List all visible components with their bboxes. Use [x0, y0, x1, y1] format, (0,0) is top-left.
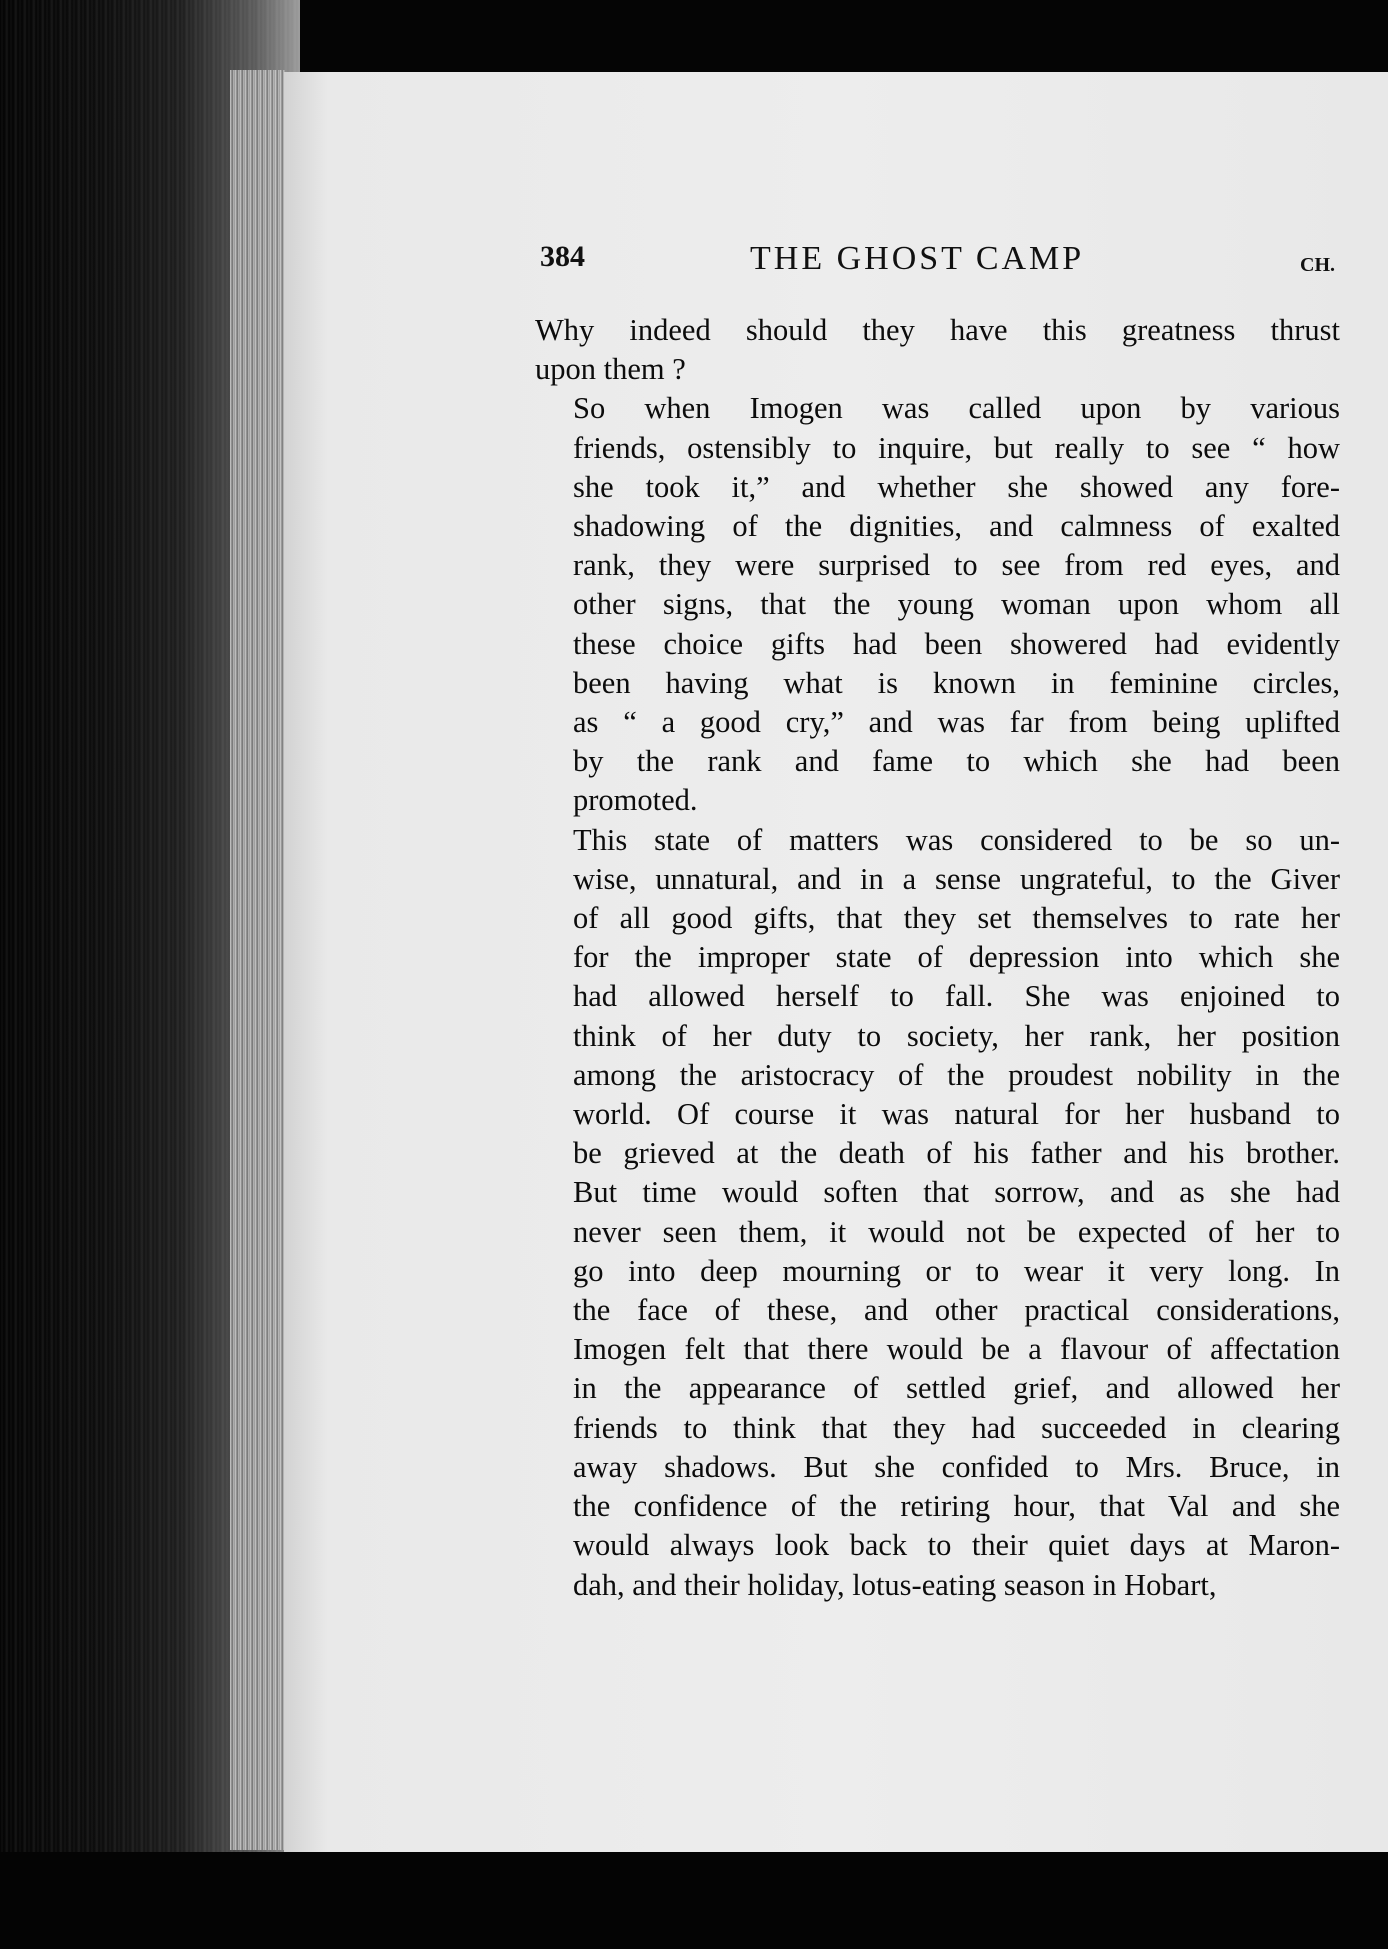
text-line: had allowed herself to fall. She was enjoined to	[573, 979, 1340, 1014]
text-line: wise, unnatural, and in a sense ungrateful, to the Giver	[573, 861, 1340, 896]
chapter-abbreviation: CH.	[1300, 254, 1335, 276]
paragraph	[535, 311, 1340, 389]
text-line: other signs, that the young woman upon whom all	[573, 587, 1340, 622]
text-line: she took it,” and whether she showed any fore-	[573, 469, 1340, 504]
text-line: think of her duty to society, her rank, her position	[573, 1018, 1340, 1053]
scan-background	[0, 1852, 1388, 1949]
text-line: friends, ostensibly to inquire, but really to see “ how	[573, 430, 1340, 465]
book-title: THE GHOST CAMP	[750, 240, 1085, 277]
page-number: 384	[540, 240, 585, 273]
text-line: in the appearance of settled grief, and allowed her	[573, 1371, 1340, 1406]
text-line: promoted.	[573, 783, 698, 818]
text-line: world. Of course it was natural for her husband to	[573, 1097, 1340, 1132]
text-line: But time would soften that sorrow, and as she had	[573, 1175, 1340, 1210]
text-line: of all good gifts, that they set themselves to rate her	[573, 901, 1340, 936]
text-line: Why indeed should they have this greatness thrust	[535, 313, 1340, 347]
text-line: Imogen felt that there would be a flavour of affectation	[573, 1332, 1340, 1367]
text-line: as “ a good cry,” and was far from being uplifted	[573, 705, 1340, 740]
text-line: dah, and their holiday, lotus-eating season in Hobart,	[573, 1567, 1217, 1602]
text-line: the confidence of the retiring hour, that Val and she	[573, 1489, 1340, 1524]
text-line: upon them ?	[535, 352, 686, 387]
text-line: these choice gifts had been showered had evidently	[573, 626, 1340, 661]
text-line: away shadows. But she confided to Mrs. Bruce, in	[573, 1449, 1340, 1484]
text-line: rank, they were surprised to see from red eyes, and	[573, 548, 1340, 583]
text-line: shadowing of the dignities, and calmness of exalted	[573, 509, 1340, 544]
text-line: This state of matters was considered to be so un-	[573, 822, 1340, 857]
page-edges	[230, 70, 285, 1850]
text-line: So when Imogen was called upon by various	[573, 391, 1340, 426]
text-line: the face of these, and other practical considerations,	[573, 1293, 1340, 1328]
text-line: go into deep mourning or to wear it very long. In	[573, 1253, 1340, 1288]
running-head	[540, 240, 1340, 290]
text-line: be grieved at the death of his father and his brother.	[573, 1136, 1340, 1171]
text-line: for the improper state of depression into which she	[573, 940, 1340, 975]
paragraph	[535, 389, 1340, 820]
paragraph	[535, 821, 1340, 1605]
text-line: by the rank and fame to which she had been	[573, 744, 1340, 779]
text-line: never seen them, it would not be expected of her to	[573, 1214, 1340, 1249]
text-line: been having what is known in feminine circles,	[573, 665, 1340, 700]
text-line: would always look back to their quiet days at Maron-	[573, 1528, 1340, 1563]
text-line: among the aristocracy of the proudest nobility in the	[573, 1057, 1340, 1092]
page-text	[535, 311, 1340, 1605]
text-line: friends to think that they had succeeded in clearing	[573, 1410, 1340, 1445]
